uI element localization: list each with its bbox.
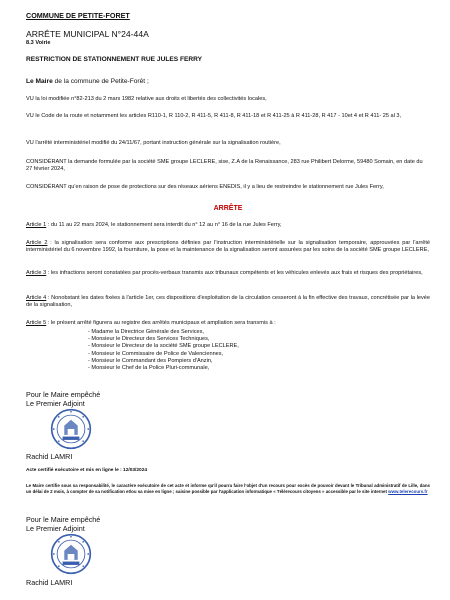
signature-name-2: Rachid LAMRI [26, 578, 73, 587]
article-2 [26, 240, 430, 254]
article-4-text: : Nonobstant les dates fixées à l'article 1er, ces dispositions d'exploitation de la circulation cesseront à la fin effective des travaux, concrétisée par la levée de la signalisation, [26, 295, 430, 309]
article-5-label: Article 5 [26, 320, 47, 326]
article-5 [26, 320, 430, 327]
article-2-label: Article 2 [26, 240, 48, 246]
list-item: - Monsieur le Directeur de la société SME groupe LECLERE, [88, 343, 239, 350]
maire-commune: de la commune de Petite-Forêt ; [52, 78, 149, 85]
article-1-label: Article 1 [26, 222, 47, 228]
signature-line-2: Le Premier Adjoint [26, 399, 85, 408]
list-item: - Monsieur le Chef de la Police Pluri-communale, [88, 365, 210, 372]
publication-date: Acte certifié exécutoire et mis en ligne le : 12/03/2024 [26, 468, 148, 473]
considerant-paragraph-1: CONSIDÉRANT la demande formulée par la société SME groupe LECLERE, sise, Z.A de la Renaissance, 283 rue Philibert Delorme, 59480 Somain, en date du 27 février 2024, [26, 159, 423, 173]
arrete-heading: ARRÊTE [213, 205, 243, 212]
signature-block-2 [26, 515, 430, 533]
signature-line-1: Pour le Maire empêché [26, 515, 101, 524]
article-5-text: : le présent arrêté figurera au registre des arrêtés municipaux et ampliation sera transmis à : [46, 320, 276, 326]
considerant-paragraph-2: CONSIDÉRANT qu'en raison de pose de protections sur des réseaux aériens ENEDIS, il y a lieu de restreindre le stationnement rue Jules Ferry, [26, 184, 384, 190]
article-2-text: : la signalisation sera conforme aux prescriptions définies par l'instruction interministérielle sur la signalisation temporaire, approuvées par l'arrêté interministériel du 6 novembre 1992, la fourniture, la pose et la maintenance de la signalisation seront assurées par les soins de la société SME groupe LECLERE, [26, 240, 430, 254]
arrete-number: ARRÊTE MUNICIPAL N°24-44A [26, 29, 149, 39]
document-title: RESTRICTION DE STATIONNEMENT RUE JULES FERRY [26, 56, 203, 63]
list-item: - Monsieur le Commandant des Pompiers d'Anzin, [88, 357, 213, 364]
article-3 [26, 270, 430, 277]
maire-label: Le Maire [26, 78, 53, 85]
legal-notice [26, 483, 430, 494]
municipal-seal-icon [50, 533, 92, 575]
article-4 [26, 295, 430, 309]
article-1-text: : du 11 au 22 mars 2024, le stationnement sera interdit du n° 12 au n° 16 de la rue Jules Ferry, [46, 222, 282, 228]
municipal-seal-icon [50, 408, 92, 450]
maire-line [26, 78, 430, 85]
list-item: - Monsieur le Commissaire de Police de Valenciennes, [88, 350, 224, 357]
article-4-label: Article 4 [26, 295, 47, 301]
signature-block-1 [26, 390, 430, 408]
list-item: - Monsieur le Directeur des Services Techniques, [88, 336, 210, 343]
legal-text: Le Maire certifie sous sa responsabilité, le caractère exécutoire de cet acte et informe qu'il pourra faire l'objet d'un recours pour excès de pouvoir devant le Tribunal administratif de Lille, dans un délai de 2 mois, à compter de sa notification et/ou sa mise en ligne ; saisine possible par l'application informatique « Télérecours citoyens » accessible par le site internet [26, 483, 430, 494]
telerecours-link[interactable]: www.telerecours.fr [388, 488, 428, 494]
article-1 [26, 222, 430, 229]
category: 8.3 Voirie [26, 40, 51, 46]
signature-name-1: Rachid LAMRI [26, 452, 73, 461]
vu-paragraph-2: VU le Code de la route et notamment les articles R110-1, R 110-2, R 411-5, R 411-8, R 411-18 et R 411-25 à R 411-28, R 417 - 10et 4 et R 411- 25 al 3, [26, 113, 402, 119]
signature-line-1: Pour le Maire empêché [26, 390, 101, 399]
commune-name: COMMUNE DE PETITE-FORET [26, 11, 130, 20]
recipient-list [26, 329, 430, 372]
vu-paragraph-3: VU l'arrêté interministériel modifié du 24/11/67, portant instruction générale sur la signalisation routière, [26, 140, 281, 146]
article-3-text: : les infractions seront constatées par procès-verbaux transmis aux tribunaux compétents et les véhicules enlevés aux frais et risques des propriétaires, [46, 270, 423, 276]
vu-paragraph-1: VU la loi modifiée n°82-213 du 2 mars 1982 relative aux droits et libertés des collectivités locales, [26, 96, 267, 102]
signature-line-2: Le Premier Adjoint [26, 524, 85, 533]
article-3-label: Article 3 [26, 270, 47, 276]
list-item: - Madame la Directrice Générale des Services, [88, 329, 204, 335]
